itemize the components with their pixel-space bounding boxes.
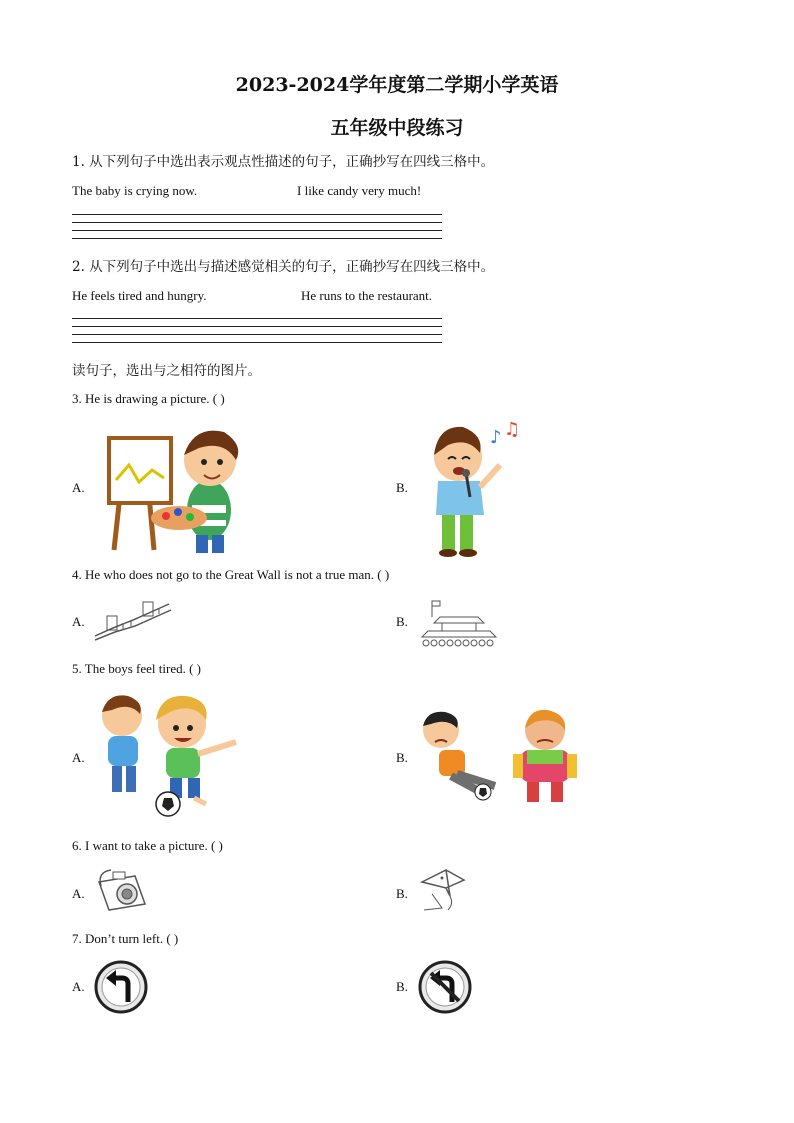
q2-writing-lines[interactable] (72, 318, 442, 350)
q7-text: 7. Don’t turn left. ( ) (72, 931, 179, 946)
q6-text: 6. I want to take a picture. ( ) (72, 838, 223, 853)
no-left-turn-sign-image[interactable] (418, 960, 472, 1014)
q5-option-b-label[interactable]: B. (396, 750, 408, 765)
q4-option-b-label[interactable]: B. (396, 614, 408, 629)
q1-sentence-a: The baby is crying now. (72, 183, 198, 198)
q4-option-a-label[interactable]: A. (72, 614, 85, 629)
q7-option-a-label[interactable]: A. (72, 979, 85, 994)
q3-option-a-label[interactable]: A. (72, 480, 85, 495)
q5-text: 5. The boys feel tired. ( ) (72, 661, 201, 676)
camera-image[interactable] (95, 868, 151, 914)
q6-option-a-label[interactable]: A. (72, 886, 85, 901)
turn-left-sign-image[interactable] (94, 960, 148, 1014)
tiananmen-image[interactable] (418, 597, 500, 647)
q6-option-b-label[interactable]: B. (396, 886, 408, 901)
q5-option-a-label[interactable]: A. (72, 750, 85, 765)
boy-painting-image[interactable] (104, 420, 244, 555)
page-title: 2023-2024学年度第二学期小学英语 (235, 74, 559, 96)
q4-text: 4. He who does not go to the Great Wall is not a true man. ( ) (72, 567, 390, 582)
svg-text:♪: ♪ (490, 427, 502, 448)
boys-playing-football-image[interactable] (94, 690, 244, 818)
great-wall-image[interactable] (93, 598, 171, 640)
q1-writing-lines[interactable] (72, 214, 442, 246)
q7-option-b-label[interactable]: B. (396, 979, 408, 994)
q2-prompt: 2. 从下列句子中选出与描述感觉相关的句子，正确抄写在四线三格中。 (72, 259, 495, 275)
page-subtitle: 五年级中段练习 (330, 117, 464, 139)
section-instruction: 读句子，选出与之相符的图片。 (72, 363, 261, 379)
boy-singing-image[interactable] (418, 415, 528, 557)
tired-boys-image[interactable] (417, 708, 582, 808)
kite-image[interactable] (418, 866, 470, 914)
q1-prompt: 1. 从下列句子中选出表示观点性描述的句子，正确抄写在四线三格中。 (72, 154, 495, 170)
q3-text: 3. He is drawing a picture. ( ) (72, 391, 225, 406)
q1-sentence-b: I like candy very much! (297, 183, 422, 198)
svg-text:♫: ♫ (504, 419, 521, 440)
q2-sentence-b: He runs to the restaurant. (301, 288, 433, 303)
q2-sentence-a: He feels tired and hungry. (72, 288, 207, 303)
q3-option-b-label[interactable]: B. (396, 480, 408, 495)
